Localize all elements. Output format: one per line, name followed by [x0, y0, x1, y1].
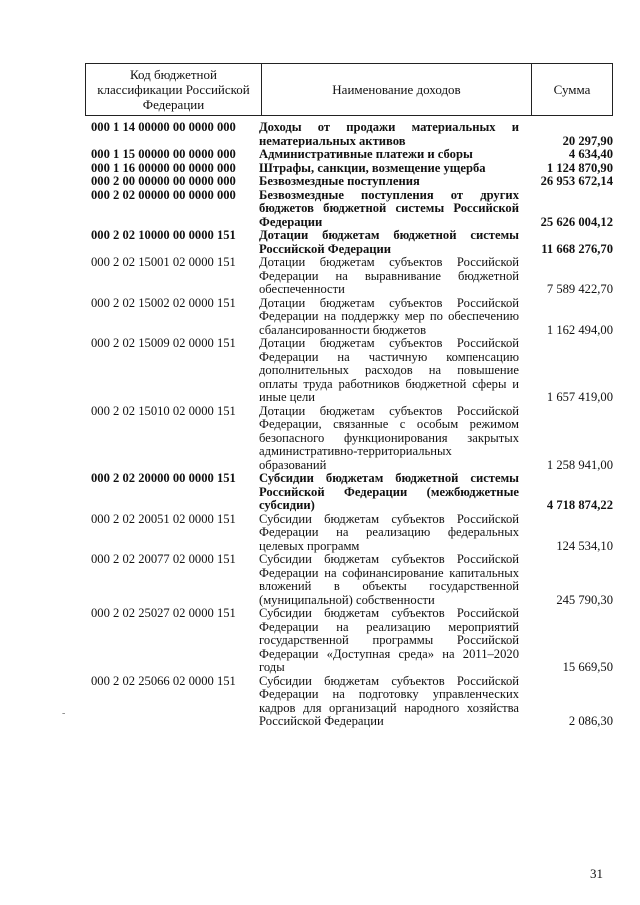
row-amount: 1 162 494,00	[546, 322, 613, 337]
row-amount: 2 086,30	[568, 714, 613, 728]
row-amount: 4 634,40	[568, 147, 613, 161]
header-name: Наименование доходов	[262, 64, 532, 115]
row-code: 000 2 02 15010 02 0000 151	[91, 403, 236, 418]
row-amount: 20 297,90	[562, 133, 613, 148]
row-name: Дотации бюджетам субъектов Российской Федерации на выравнивание бюджетной обеспеченности	[259, 255, 519, 296]
header-sum: Сумма	[553, 82, 591, 97]
row-name: Безвозмездные поступления	[259, 174, 420, 188]
row-code: 000 1 16 00000 00 0000 000	[91, 160, 236, 175]
row-name: Административные платежи и сборы	[259, 147, 473, 161]
header-code: Код бюджетной классификации Российской Федерации	[86, 64, 262, 115]
row-name: Субсидии бюджетам субъектов Российской Федерации на реализацию мероприятий государственной программы Российской Федерации «Доступная среда» на 2011–2020 годы	[259, 606, 519, 674]
page-number: 31	[590, 866, 603, 881]
table-row	[91, 337, 613, 405]
row-name: Субсидии бюджетам бюджетной системы Российской Федерации (межбюджетные субсидии)	[259, 471, 519, 512]
row-amount: 11 668 276,70	[541, 241, 613, 256]
row-code: 000 1 14 00000 00 0000 000	[91, 120, 236, 134]
table-row	[91, 175, 613, 189]
row-amount: 1 258 941,00	[546, 457, 613, 472]
row-code: 000 2 02 10000 00 0000 151	[91, 228, 236, 242]
row-code: 000 2 02 15002 02 0000 151	[91, 295, 236, 310]
row-code: 000 1 15 00000 00 0000 000	[91, 147, 236, 161]
row-name: Дотации бюджетам субъектов Российской Федерации на поддержку мер по обеспечению сбалансированности бюджетов	[259, 295, 519, 337]
table-row	[91, 121, 613, 148]
row-amount: 15 669,50	[562, 660, 613, 674]
table-row	[91, 405, 613, 473]
row-code: 000 2 02 15009 02 0000 151	[91, 336, 236, 350]
table-row	[91, 607, 613, 675]
row-name: Субсидии бюджетам субъектов Российской Федерации на подготовку управленческих кадров для организаций народного хозяйства Российской Федерации	[259, 673, 519, 728]
table-row	[91, 229, 613, 256]
row-name: Субсидии бюджетам субъектов Российской Федерации на софинансирование капитальных вложений в объекты государственной (муниципальной) собственности	[259, 552, 519, 607]
table-row	[91, 513, 613, 554]
row-amount: 124 534,10	[556, 538, 613, 553]
row-code: 000 2 02 15001 02 0000 151	[91, 255, 236, 269]
table-header	[85, 63, 613, 116]
table-row	[91, 189, 613, 230]
table-row	[91, 297, 613, 338]
row-amount: 4 718 874,22	[546, 498, 613, 512]
row-name: Безвозмездные поступления от других бюджетов бюджетной системы Российской Федерации	[259, 187, 519, 229]
row-code: 000 2 02 20077 02 0000 151	[91, 552, 236, 566]
row-amount: 1 124 870,90	[546, 160, 613, 175]
row-name: Доходы от продажи материальных и нематериальных активов	[259, 120, 519, 148]
row-code: 000 2 00 00000 00 0000 000	[91, 174, 236, 188]
table-row	[91, 148, 613, 162]
row-amount: 7 589 422,70	[546, 282, 613, 296]
row-code: 000 2 02 25027 02 0000 151	[91, 606, 236, 620]
table-row	[91, 256, 613, 297]
table-body	[91, 121, 613, 729]
table-row	[91, 162, 613, 176]
row-amount: 26 953 672,14	[540, 174, 613, 188]
row-code: 000 2 02 20051 02 0000 151	[91, 511, 236, 526]
row-code: 000 2 02 20000 00 0000 151	[91, 471, 236, 485]
row-name: Дотации бюджетам субъектов Российской Федерации, связанные с особым режимом безопасного функционирования закрытых административно-территориальных образований	[259, 403, 519, 472]
row-amount: 245 790,30	[556, 592, 613, 607]
row-amount: 1 657 419,00	[546, 390, 613, 404]
table-row	[91, 675, 613, 729]
table-row	[91, 472, 613, 513]
row-amount: 25 626 004,12	[540, 214, 613, 229]
row-name: Штрафы, санкции, возмещение ущерба	[259, 160, 486, 175]
row-name: Дотации бюджетам субъектов Российской Федерации на частичную компенсацию дополнительных расходов на повышение оплаты труда работников бюджетной сферы и иные цели	[259, 336, 519, 404]
row-code: 000 2 02 25066 02 0000 151	[91, 673, 236, 688]
row-name: Субсидии бюджетам субъектов Российской Федерации на реализацию федеральных целевых программ	[259, 511, 519, 553]
margin-mark: -	[62, 708, 66, 719]
row-name: Дотации бюджетам бюджетной системы Российской Федерации	[259, 228, 519, 256]
table-row	[91, 553, 613, 607]
row-code: 000 2 02 00000 00 0000 000	[91, 187, 236, 202]
